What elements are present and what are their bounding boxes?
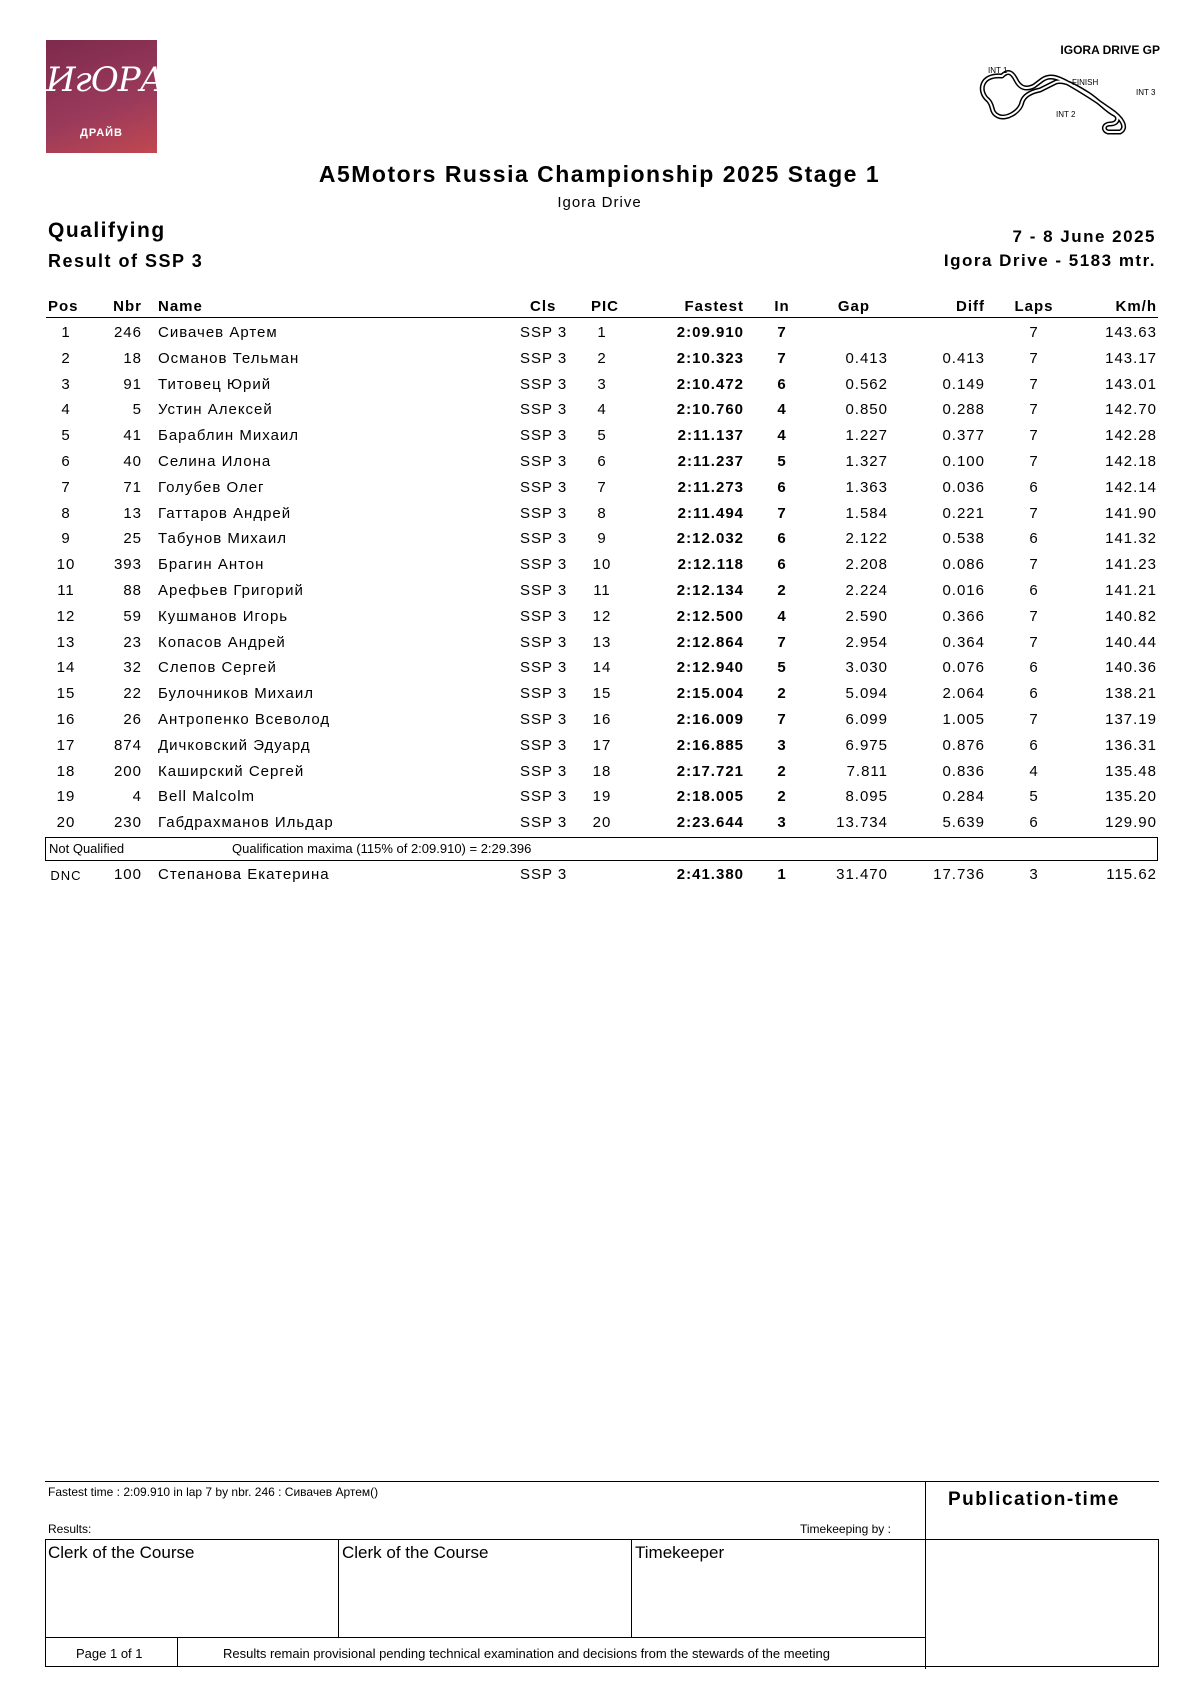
cell-pos: 1 (61, 324, 71, 341)
table-row (0, 324, 1199, 348)
cell-gap: 2.590 (845, 607, 888, 625)
sig-divider-2 (631, 1539, 632, 1637)
cell-gap: 2.224 (845, 582, 888, 599)
event-dates: 7 - 8 June 2025 (1012, 227, 1156, 246)
cell-nbr: 32 (123, 659, 142, 677)
cell-fastest: 2:15.004 (676, 685, 744, 703)
cell-pic: 18 (592, 762, 612, 780)
cell-pos: 5 (61, 427, 71, 445)
cell-pic: 3 (597, 375, 607, 393)
event-venue: Igora Drive - 5183 mtr. (943, 251, 1156, 270)
cell-cls: SSP 3 (520, 788, 568, 806)
cell-in: 3 (777, 736, 787, 754)
page-title: A5Motors Russia Championship 2025 Stage 1 (318, 161, 881, 187)
cell-name: Устин Алексей (158, 401, 273, 419)
cell-name: Титовец Юрий (158, 375, 272, 393)
cell-gap: 1.227 (845, 427, 888, 445)
dnc-name: Степанова Екатерина (158, 866, 330, 883)
qualification-maxima: Qualification maxima (115% of 2:09.910) = 2:29.396 (232, 841, 532, 856)
dnc-fastest: 2:41.380 (676, 866, 744, 883)
cell-cls: SSP 3 (520, 607, 568, 625)
cell-pos: 6 (61, 453, 71, 470)
cell-laps: 6 (1029, 530, 1039, 548)
cell-fastest: 2:17.721 (676, 762, 744, 780)
cell-fastest: 2:11.237 (677, 453, 744, 470)
cell-nbr: 230 (113, 814, 142, 832)
cell-in: 7 (777, 711, 787, 728)
cell-fastest: 2:09.910 (676, 324, 744, 341)
cell-laps: 7 (1029, 427, 1039, 445)
cell-gap: 5.094 (845, 685, 888, 703)
cell-name: Голубев Олег (158, 478, 265, 496)
timekeeper-label: Timekeeper (635, 1543, 725, 1562)
cell-diff: 0.016 (942, 582, 985, 599)
cell-nbr: 91 (123, 375, 142, 393)
cell-kmh: 141.21 (1105, 582, 1157, 599)
cell-fastest: 2:10.323 (676, 349, 744, 367)
cell-pos: 10 (56, 556, 76, 574)
cell-kmh: 143.63 (1105, 324, 1157, 341)
cell-diff: 0.366 (942, 607, 985, 625)
logo-script-text: ИгОРА (46, 60, 165, 100)
table-row (0, 479, 1199, 503)
col-fastest: Fastest (684, 298, 744, 315)
cell-cls: SSP 3 (520, 375, 568, 393)
cell-diff: 0.538 (942, 530, 985, 548)
track-outline-icon (960, 40, 1160, 150)
cell-gap: 0.562 (845, 375, 888, 393)
cell-gap: 1.363 (845, 478, 888, 496)
result-class: Result of SSP 3 (48, 251, 204, 271)
track-label-int3: INT 3 (1136, 88, 1156, 97)
cell-laps: 6 (1029, 736, 1039, 754)
cell-in: 6 (777, 530, 787, 548)
cell-diff: 0.076 (942, 659, 985, 677)
cell-pic: 10 (592, 556, 612, 574)
cell-name: Дичковский Эдуард (158, 736, 311, 754)
cell-in: 4 (777, 607, 787, 625)
cell-diff: 0.100 (942, 453, 985, 470)
cell-name: Табунов Михаил (158, 530, 288, 548)
cell-laps: 7 (1029, 349, 1039, 367)
cell-pos: 8 (61, 504, 71, 522)
cell-pic: 16 (592, 711, 612, 728)
cell-in: 2 (777, 762, 787, 780)
dnc-cls: SSP 3 (520, 866, 568, 883)
cell-diff: 0.377 (942, 427, 985, 445)
cell-name: Слепов Сергей (158, 659, 277, 677)
cell-fastest: 2:16.885 (676, 736, 744, 754)
cell-diff: 0.413 (942, 349, 985, 367)
cell-in: 3 (777, 814, 787, 832)
cell-cls: SSP 3 (520, 324, 568, 341)
cell-in: 4 (777, 401, 787, 419)
clerk-of-course-2: Clerk of the Course (342, 1543, 489, 1562)
provisional-disclaimer: Results remain provisional pending technical examination and decisions from the stewards of the meeting (223, 1646, 830, 1661)
cell-kmh: 143.17 (1105, 349, 1157, 367)
cell-pos: 11 (57, 582, 75, 599)
cell-diff: 0.149 (942, 375, 985, 393)
cell-pic: 5 (597, 427, 607, 445)
cell-pic: 17 (592, 736, 612, 754)
publication-time: Publication-time (948, 1489, 1120, 1510)
cell-fastest: 2:12.940 (676, 659, 744, 677)
track-label-finish: FINISH (1072, 78, 1099, 87)
cell-fastest: 2:11.273 (677, 478, 744, 496)
cell-kmh: 143.01 (1105, 375, 1157, 393)
cell-in: 2 (777, 685, 787, 703)
cell-name: Брагин Антон (158, 556, 265, 574)
table-row (0, 711, 1199, 735)
cell-pic: 8 (597, 504, 607, 522)
cell-pos: 2 (61, 349, 71, 367)
table-row (0, 814, 1199, 838)
cell-nbr: 200 (113, 762, 142, 780)
cell-diff: 5.639 (942, 814, 985, 832)
cell-fastest: 2:18.005 (676, 788, 744, 806)
cell-gap: 0.413 (845, 349, 888, 367)
cell-in: 5 (777, 659, 787, 677)
cell-fastest: 2:10.472 (676, 375, 744, 393)
table-row (0, 634, 1199, 658)
cell-pic: 14 (592, 659, 612, 677)
cell-pic: 15 (592, 685, 612, 703)
track-map (960, 40, 1160, 150)
dnc-row (0, 866, 1199, 890)
cell-name: Кушманов Игорь (158, 607, 289, 625)
cell-diff: 0.836 (942, 762, 985, 780)
cell-name: Булочников Михаил (158, 685, 314, 703)
table-row (0, 685, 1199, 709)
cell-pos: 14 (56, 659, 76, 677)
table-row (0, 350, 1199, 374)
cell-gap: 1.327 (845, 453, 888, 470)
results-label: Results: (48, 1522, 92, 1536)
cell-cls: SSP 3 (520, 582, 568, 599)
cell-gap: 2.954 (845, 633, 888, 651)
table-row (0, 556, 1199, 580)
cell-kmh: 140.82 (1105, 607, 1157, 625)
cell-kmh: 135.48 (1105, 762, 1157, 780)
table-row (0, 788, 1199, 812)
cell-gap: 6.975 (845, 736, 888, 754)
cell-nbr: 5 (132, 401, 142, 419)
cell-pic: 9 (597, 530, 607, 548)
igora-drive-logo (46, 40, 165, 153)
page-divider (177, 1637, 178, 1666)
cell-cls: SSP 3 (520, 349, 568, 367)
cell-diff: 0.284 (942, 788, 985, 806)
clerk-of-course-1: Clerk of the Course (48, 1543, 195, 1562)
cell-gap: 13.734 (836, 814, 888, 832)
cell-gap: 7.811 (846, 762, 888, 780)
cell-pic: 20 (592, 814, 612, 832)
cell-nbr: 18 (123, 349, 142, 367)
cell-nbr: 874 (113, 736, 142, 754)
col-kmh: Km/h (1115, 298, 1157, 315)
cell-name: Арефьев Григорий (158, 582, 304, 599)
sig-divider-1 (338, 1539, 339, 1637)
col-diff: Diff (956, 298, 985, 315)
cell-diff: 0.876 (942, 736, 985, 754)
cell-pos: 20 (56, 814, 76, 832)
cell-fastest: 2:10.760 (676, 401, 744, 419)
dnc-nbr: 100 (113, 866, 142, 883)
col-in: In (774, 298, 790, 315)
page-number: Page 1 of 1 (76, 1646, 143, 1661)
cell-in: 6 (777, 556, 787, 574)
cell-kmh: 142.18 (1105, 453, 1157, 470)
cell-cls: SSP 3 (520, 530, 568, 548)
cell-gap: 2.208 (845, 556, 888, 574)
track-label-int2: INT 2 (1056, 110, 1076, 119)
cell-nbr: 88 (123, 582, 142, 599)
cell-nbr: 41 (123, 427, 142, 445)
cell-nbr: 71 (123, 478, 142, 496)
cell-pic: 1 (597, 324, 607, 341)
cell-pos: 13 (56, 633, 76, 651)
col-pos: Pos (48, 298, 79, 315)
cell-nbr: 26 (123, 711, 142, 728)
cell-pic: 4 (597, 401, 607, 419)
cell-gap: 0.850 (845, 401, 888, 419)
cell-gap: 3.030 (845, 659, 888, 677)
not-qualified-box (45, 837, 1158, 861)
cell-laps: 7 (1029, 453, 1039, 470)
cell-laps: 6 (1029, 478, 1039, 496)
cell-in: 4 (777, 427, 787, 445)
cell-diff: 0.364 (942, 633, 985, 651)
table-row (0, 659, 1199, 683)
cell-in: 7 (777, 633, 787, 651)
cell-cls: SSP 3 (520, 685, 568, 703)
cell-fastest: 2:16.009 (676, 711, 744, 728)
cell-nbr: 4 (132, 788, 142, 806)
cell-name: Антропенко Всеволод (158, 711, 331, 728)
table-row (0, 737, 1199, 761)
cell-name: Гаттаров Андрей (158, 504, 292, 522)
cell-laps: 6 (1029, 582, 1039, 599)
cell-in: 5 (777, 453, 787, 470)
track-label-int1: INT 1 (988, 66, 1008, 75)
cell-fastest: 2:12.032 (676, 530, 744, 548)
cell-laps: 4 (1029, 762, 1039, 780)
table-row (0, 530, 1199, 554)
col-gap: Gap (837, 298, 870, 315)
cell-in: 7 (777, 349, 787, 367)
table-row (0, 401, 1199, 425)
col-nbr: Nbr (113, 298, 142, 315)
cell-pos: 4 (61, 401, 71, 419)
cell-name: Селина Илона (158, 453, 272, 470)
cell-nbr: 23 (123, 633, 142, 651)
cell-fastest: 2:23.644 (676, 814, 744, 832)
cell-cls: SSP 3 (520, 453, 568, 470)
cell-nbr: 246 (113, 324, 142, 341)
cell-pos: 3 (61, 375, 71, 393)
cell-nbr: 13 (123, 504, 142, 522)
cell-cls: SSP 3 (520, 762, 568, 780)
cell-cls: SSP 3 (520, 504, 568, 522)
footer (45, 1481, 1159, 1669)
table-row (0, 376, 1199, 400)
cell-gap: 2.122 (845, 530, 888, 548)
cell-kmh: 136.31 (1105, 736, 1157, 754)
cell-pos: 12 (56, 607, 76, 625)
cell-name: Бараблин Михаил (158, 427, 300, 445)
cell-laps: 7 (1029, 607, 1039, 625)
cell-kmh: 137.19 (1105, 711, 1157, 728)
cell-fastest: 2:12.864 (676, 633, 744, 651)
cell-kmh: 129.90 (1105, 814, 1157, 832)
cell-cls: SSP 3 (520, 478, 568, 496)
table-row (0, 505, 1199, 529)
cell-diff: 0.288 (942, 401, 985, 419)
dnc-kmh: 115.62 (1106, 866, 1157, 883)
cell-laps: 7 (1029, 401, 1039, 419)
cell-cls: SSP 3 (520, 814, 568, 832)
table-row (0, 582, 1199, 606)
cell-cls: SSP 3 (520, 659, 568, 677)
cell-kmh: 142.70 (1105, 401, 1157, 419)
cell-kmh: 141.23 (1105, 556, 1157, 574)
col-name: Name (158, 298, 203, 315)
cell-pos: 19 (56, 788, 76, 806)
cell-gap: 6.099 (845, 711, 888, 728)
cell-kmh: 142.28 (1105, 427, 1157, 445)
cell-pic: 11 (593, 582, 611, 599)
cell-pic: 12 (592, 607, 612, 625)
cell-pic: 2 (597, 349, 607, 367)
cell-in: 6 (777, 375, 787, 393)
cell-pos: 16 (56, 711, 76, 728)
cell-pic: 7 (597, 478, 607, 496)
cell-laps: 7 (1029, 711, 1039, 728)
cell-pic: 6 (597, 453, 607, 470)
cell-kmh: 138.21 (1105, 685, 1157, 703)
cell-in: 6 (777, 478, 787, 496)
cell-cls: SSP 3 (520, 427, 568, 445)
cell-in: 2 (777, 788, 787, 806)
cell-in: 7 (777, 504, 787, 522)
cell-name: Габдрахманов Ильдар (158, 814, 334, 832)
cell-fastest: 2:12.500 (676, 607, 744, 625)
col-pic: PIC (590, 298, 619, 315)
table-row (0, 763, 1199, 787)
cell-cls: SSP 3 (520, 736, 568, 754)
cell-laps: 5 (1029, 788, 1039, 806)
cell-kmh: 141.90 (1105, 504, 1157, 522)
fastest-time-note: Fastest time : 2:09.910 in lap 7 by nbr. 246 : Сивачев Артем() (48, 1485, 379, 1499)
cell-name: Каширский Сергей (158, 762, 305, 780)
cell-pos: 7 (61, 478, 71, 496)
not-qualified-label: Not Qualified (49, 841, 125, 856)
cell-pic: 19 (592, 788, 612, 806)
cell-cls: SSP 3 (520, 556, 568, 574)
cell-laps: 7 (1029, 556, 1039, 574)
cell-nbr: 22 (123, 685, 142, 703)
page-subtitle: Igora Drive (557, 194, 642, 211)
dnc-diff: 17.736 (933, 866, 985, 883)
cell-name: Османов Тельман (158, 349, 300, 367)
dnc-gap: 31.470 (836, 866, 888, 883)
dnc-in: 1 (777, 866, 787, 883)
cell-laps: 6 (1029, 659, 1039, 677)
logo-label: ДРАЙВ (79, 127, 123, 139)
cell-pos: 18 (56, 762, 76, 780)
cell-cls: SSP 3 (520, 633, 568, 651)
cell-diff: 1.005 (942, 711, 985, 728)
cell-laps: 7 (1029, 633, 1039, 651)
table-row (0, 427, 1199, 451)
header-divider (46, 317, 1158, 318)
cell-pos: 9 (61, 530, 71, 548)
cell-laps: 7 (1029, 504, 1039, 522)
cell-fastest: 2:11.494 (677, 504, 744, 522)
cell-fastest: 2:11.137 (677, 427, 744, 445)
cell-diff: 2.064 (942, 685, 985, 703)
cell-laps: 6 (1029, 685, 1039, 703)
col-cls: Cls (530, 298, 557, 315)
cell-diff: 0.036 (942, 478, 985, 496)
table-header (0, 298, 1199, 322)
track-title: IGORA DRIVE GP (1060, 43, 1160, 57)
cell-diff: 0.086 (942, 556, 985, 574)
cell-nbr: 393 (113, 556, 142, 574)
cell-name: Bell Malcolm (158, 788, 256, 806)
cell-in: 2 (777, 582, 787, 599)
cell-cls: SSP 3 (520, 401, 568, 419)
cell-pic: 13 (592, 633, 612, 651)
cell-laps: 6 (1029, 814, 1039, 832)
cell-gap: 8.095 (845, 788, 888, 806)
cell-laps: 7 (1029, 324, 1039, 341)
cell-kmh: 135.20 (1105, 788, 1157, 806)
dnc-pos: DNC (50, 868, 82, 883)
table-row (0, 453, 1199, 477)
cell-laps: 7 (1029, 375, 1039, 393)
cell-nbr: 59 (123, 607, 142, 625)
cell-pos: 17 (56, 736, 76, 754)
table-row (0, 608, 1199, 632)
cell-name: Копасов Андрей (158, 633, 286, 651)
cell-kmh: 140.36 (1105, 659, 1157, 677)
cell-nbr: 40 (123, 453, 142, 470)
cell-diff: 0.221 (942, 504, 985, 522)
cell-kmh: 140.44 (1105, 633, 1157, 651)
cell-fastest: 2:12.134 (676, 582, 744, 599)
cell-gap: 1.584 (845, 504, 888, 522)
col-laps: Laps (1014, 298, 1054, 315)
cell-fastest: 2:12.118 (677, 556, 744, 574)
cell-cls: SSP 3 (520, 711, 568, 728)
timekeeping-label: Timekeeping by : (800, 1522, 891, 1536)
cell-kmh: 141.32 (1105, 530, 1157, 548)
footer-top-line (45, 1481, 1159, 1482)
cell-nbr: 25 (123, 530, 142, 548)
session-name: Qualifying (48, 219, 166, 242)
cell-kmh: 142.14 (1105, 478, 1157, 496)
cell-name: Сивачев Артем (158, 324, 278, 341)
cell-in: 7 (777, 324, 787, 341)
dnc-laps: 3 (1029, 866, 1039, 883)
cell-pos: 15 (56, 685, 76, 703)
